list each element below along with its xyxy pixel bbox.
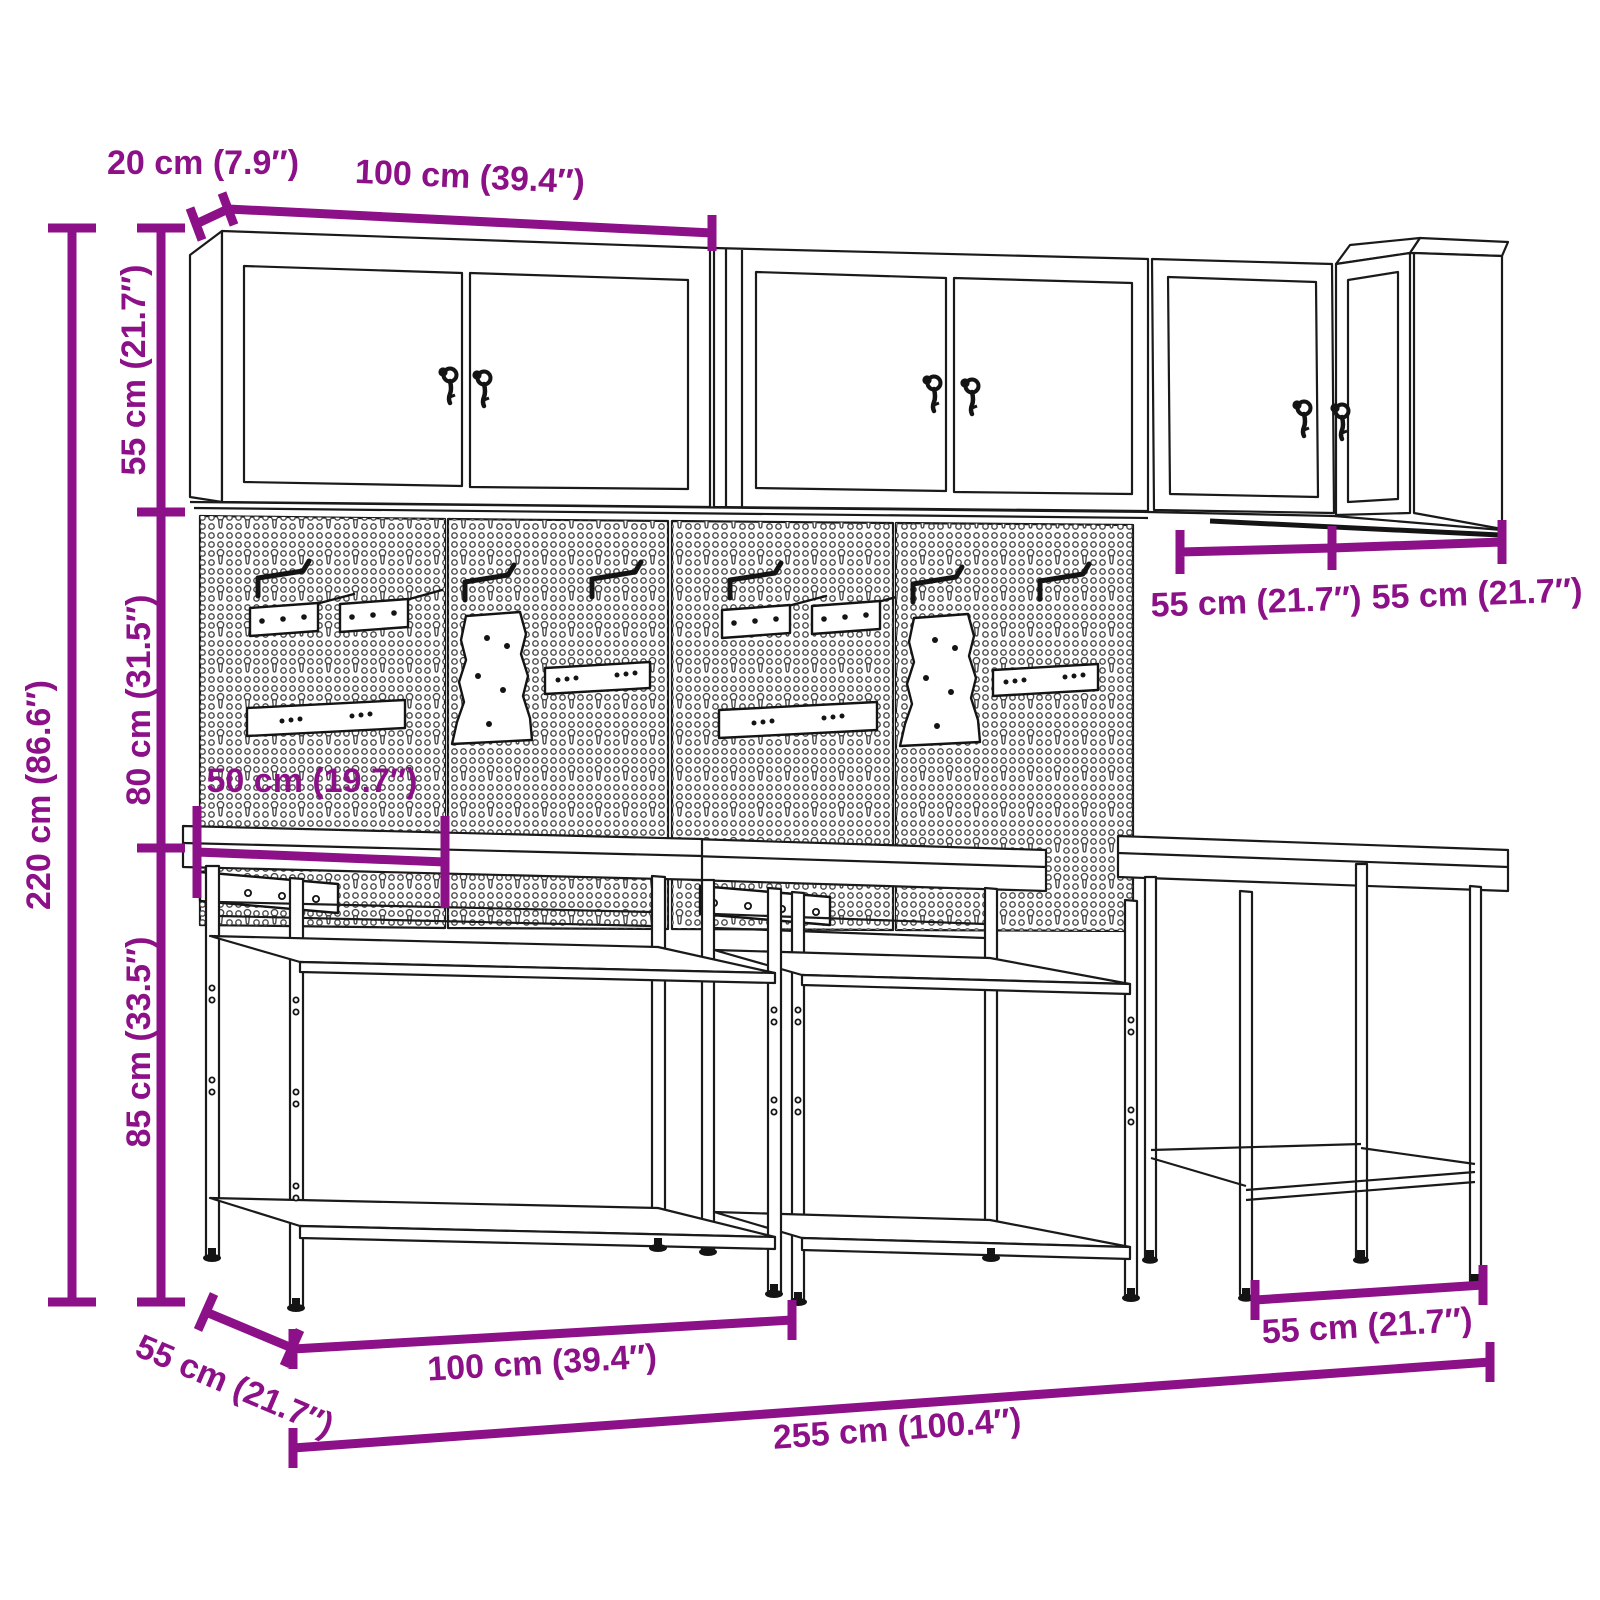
corner-workbench-table	[1118, 836, 1508, 1302]
dim-pegboard-width-label: 50 cm (19.7″)	[206, 762, 418, 800]
cabinet-door	[1348, 272, 1398, 502]
dim-corner-cabinet-width-label: 55 cm (21.7″)	[1370, 571, 1584, 617]
wall-cabinets	[190, 231, 1508, 535]
cabinet-base-shadow	[1210, 521, 1500, 535]
dim-cabinet-depth-label: 20 cm (7.9″)	[106, 144, 300, 182]
bench-leg	[768, 888, 781, 1292]
cabinet-door	[1168, 277, 1318, 497]
worktop	[1118, 836, 1508, 891]
table-leg	[1470, 886, 1481, 1282]
dim-total-width-label: 255 cm (100.4″)	[771, 1401, 1023, 1457]
dim-cabinet-height-label: 55 cm (21.7″)	[115, 264, 153, 476]
cabinet-door	[244, 266, 462, 486]
bench-leg	[702, 880, 714, 1250]
dim-right-cabinet-width-label: 55 cm (21.7″)	[1149, 579, 1363, 625]
dim-total-height-label: 220 cm (86.6″)	[20, 680, 58, 910]
dim-bench-depth-label: 55 cm (21.7″)	[130, 1327, 340, 1445]
dim-end-table-width-label: 55 cm (21.7″)	[1260, 1300, 1474, 1352]
wall-cabinet-left	[190, 231, 710, 507]
dim-cabinet-width-label: 100 cm (39.4″)	[354, 152, 586, 202]
table-leg	[1240, 891, 1252, 1296]
cabinet-door	[756, 272, 946, 491]
table-leg	[1145, 877, 1156, 1258]
cabinet-door	[954, 278, 1132, 494]
bench-leg	[1125, 900, 1137, 1296]
dim-bench-height-label: 85 cm (33.5″)	[120, 936, 158, 1148]
cabinet-door	[470, 273, 688, 489]
dim-pegboard-height-label: 80 cm (31.5″)	[120, 594, 158, 806]
bench-leg	[652, 876, 665, 1246]
bench-leg	[985, 888, 997, 1256]
dim-bench-width-label: 100 cm (39.4″)	[426, 1337, 658, 1389]
table-leg	[1356, 864, 1367, 1258]
wall-cabinet-middle	[714, 248, 1148, 511]
wall-cabinet-right	[1152, 259, 1334, 513]
table-rails	[1151, 1144, 1475, 1200]
corner-wall-cabinet	[1330, 238, 1508, 529]
